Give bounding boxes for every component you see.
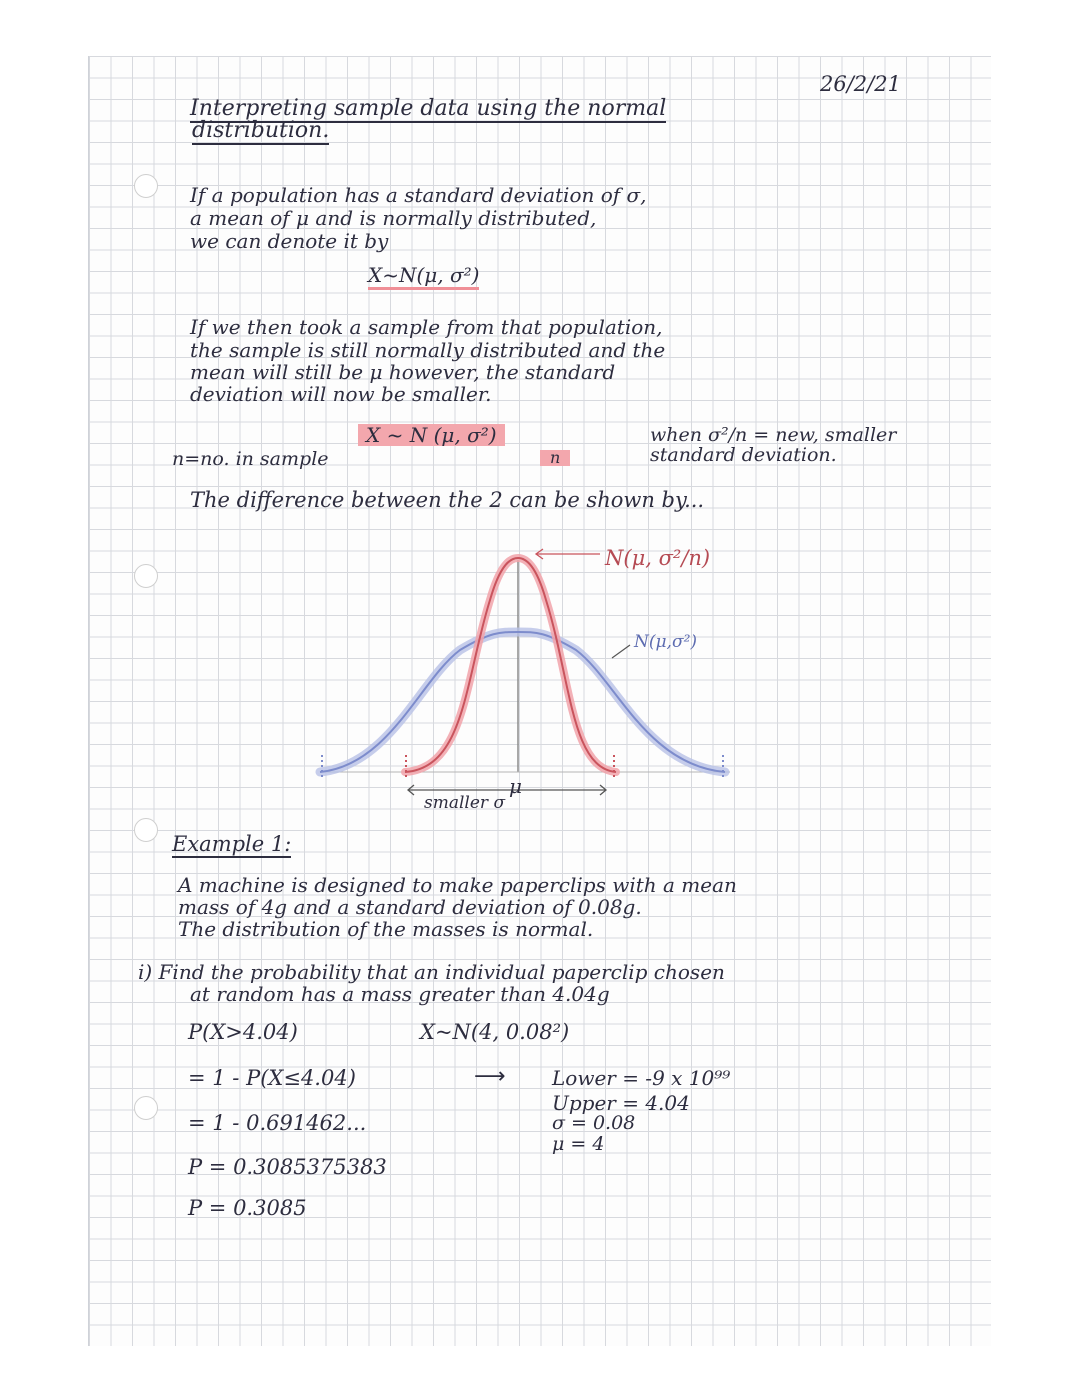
population-distribution-formula: X~N(μ, σ²) <box>368 265 479 290</box>
page-title-continued: distribution. <box>192 118 330 143</box>
sample-curve-label: N(μ, σ²/n) <box>605 546 711 570</box>
sample-formula-denominator: n <box>540 450 570 466</box>
intro-line-1: If a population has a standard deviation of σ, <box>190 183 647 207</box>
population-label-pointer <box>612 645 630 658</box>
difference-text: The difference between the 2 can be shown by... <box>190 488 705 512</box>
punch-hole <box>134 1096 158 1120</box>
punch-hole <box>134 818 158 842</box>
working-step-2: = 1 - P(X≤4.04) <box>188 1066 356 1090</box>
example-line-1: A machine is designed to make paperclips with a mean <box>178 873 737 897</box>
new-sd-note-continued: standard deviation. <box>650 444 837 466</box>
calc-lower-bound: Lower = -9 x 10⁹⁹ <box>552 1066 731 1090</box>
sample-curve-highlight <box>405 558 616 772</box>
page-date: 26/2/21 <box>820 72 901 96</box>
page-title: Interpreting sample data using the normal <box>190 96 667 121</box>
working-step-1: P(X>4.04) <box>188 1020 298 1044</box>
sample-size-note: n=no. in sample <box>172 448 329 470</box>
question-line-1: i) Find the probability that an individual paperclip chosen <box>138 960 725 984</box>
sample-distribution-formula: X ~ N (μ, σ²) <box>358 424 505 446</box>
punch-hole <box>134 174 158 198</box>
example-line-2: mass of 4g and a standard deviation of 0.08g. <box>178 895 642 919</box>
working-step-3: = 1 - 0.691462... <box>188 1111 367 1135</box>
sample-line-3: mean will still be μ however, the standard <box>190 360 616 384</box>
working-step-4: P = 0.3085375383 <box>188 1155 387 1179</box>
final-answer: P = 0.3085 <box>188 1196 307 1220</box>
calc-sigma: σ = 0.08 <box>552 1112 636 1134</box>
sample-line-2: the sample is still normally distributed and the <box>190 338 666 362</box>
question-line-2: at random has a mass greater than 4.04g <box>190 982 610 1006</box>
sample-line-4: deviation will now be smaller. <box>190 382 492 406</box>
intro-line-3: we can denote it by <box>190 229 389 253</box>
population-curve-highlight <box>320 632 725 772</box>
population-curve-label: N(μ,σ²) <box>634 632 698 652</box>
example-heading: Example 1: <box>172 832 292 856</box>
calc-upper-bound: Upper = 4.04 <box>552 1091 690 1115</box>
calculator-arrow: ⟶ <box>474 1064 506 1089</box>
working-distribution: X~N(4, 0.08²) <box>420 1020 570 1044</box>
new-sd-note: when σ²/n = new, smaller <box>650 424 897 446</box>
example-line-3: The distribution of the masses is normal. <box>178 917 594 941</box>
smaller-sigma-label: smaller σ <box>424 793 506 813</box>
calc-mu: μ = 4 <box>552 1133 605 1155</box>
intro-line-2: a mean of μ and is normally distributed, <box>190 206 597 230</box>
sample-line-1: If we then took a sample from that population, <box>190 315 663 339</box>
mean-label: μ <box>509 774 522 798</box>
punch-hole <box>134 564 158 588</box>
normal-curves-diagram <box>300 540 760 820</box>
